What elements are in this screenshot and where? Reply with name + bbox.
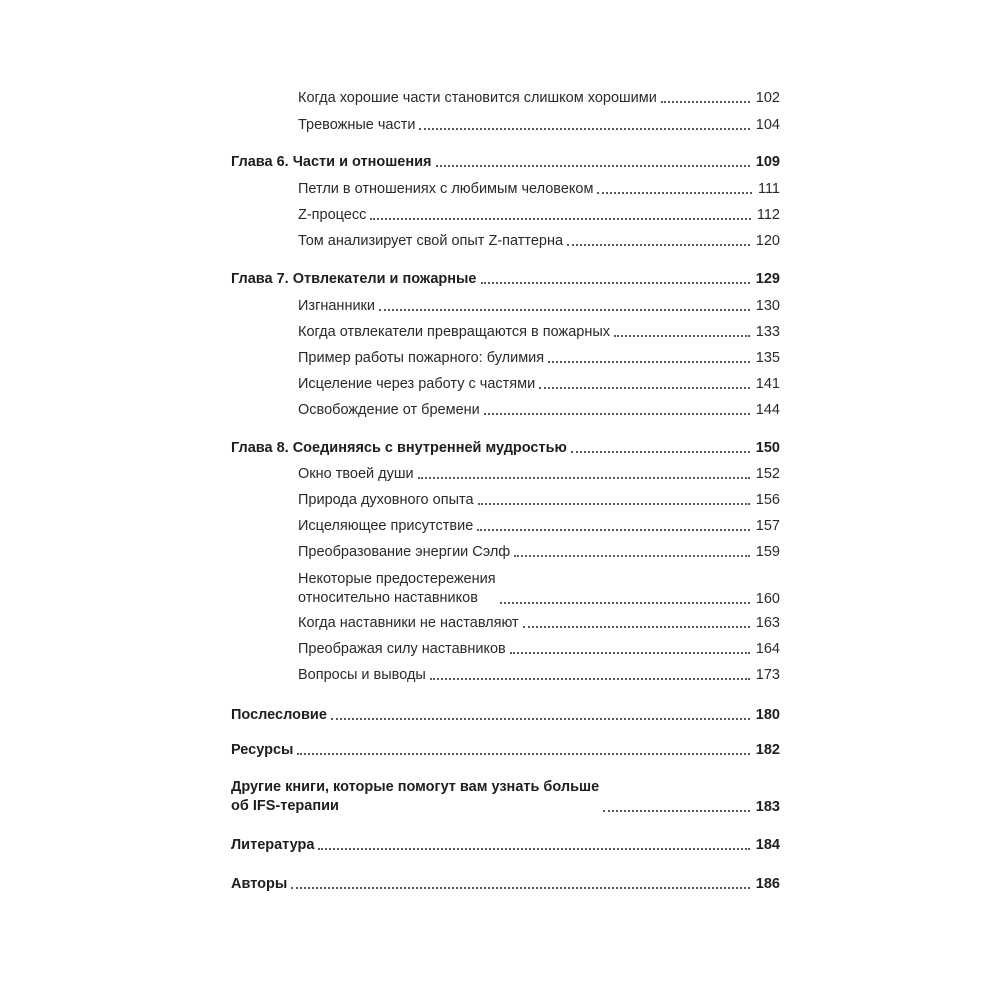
toc-entry-mentors-not-guiding [298, 614, 780, 632]
toc-entry-page: 133 [755, 324, 780, 340]
dot-leader [510, 652, 750, 654]
toc-chapter-page: 182 [755, 742, 780, 758]
toc-chapter-title: Глава 7. Отвлекатели и пожарные [231, 271, 477, 287]
toc-entry-soul-window [298, 465, 780, 483]
toc-entry-page: 163 [755, 615, 780, 631]
toc-entry-anxious-parts [298, 116, 780, 134]
toc-entry-title: Петли в отношениях с любимым человеком [298, 181, 594, 197]
toc-entry-page: 111 [757, 181, 780, 197]
toc-entry-title: Преобразование энергии Сэлф [298, 544, 511, 560]
toc-chapter-7 [231, 270, 780, 288]
toc-chapter-page: 150 [755, 440, 780, 456]
dot-leader [291, 887, 750, 889]
dot-leader [567, 244, 750, 246]
toc-chapter-title: Послесловие [231, 707, 327, 723]
dot-leader [430, 678, 750, 680]
toc-entry-page: 157 [755, 518, 780, 534]
dot-leader [331, 718, 750, 720]
toc-entry-title: Окно твоей души [298, 466, 414, 482]
toc-entry-healing-presence [298, 517, 780, 535]
toc-entry-page: 112 [756, 207, 780, 223]
toc-entry-good-parts [298, 89, 780, 107]
dot-leader [500, 602, 750, 604]
toc-entry-title: Изгнанники [298, 298, 375, 314]
toc-entry-title: Пример работы пожарного: булимия [298, 350, 545, 366]
toc-entry-exiles [298, 297, 780, 315]
toc-chapter-title: Ресурсы [231, 742, 294, 758]
toc-entry-mentor-power [298, 640, 780, 658]
dot-leader [477, 529, 750, 531]
toc-entry-self-energy [298, 543, 780, 561]
dot-leader [370, 218, 751, 220]
toc-entry-title: Том анализирует свой опыт Z-паттерна [298, 233, 564, 249]
toc-entry-title: Вопросы и выводы [298, 667, 426, 683]
toc-chapter-title: Литература [231, 837, 315, 853]
toc-entry-title: Преображая силу наставников [298, 641, 506, 657]
toc-entry-page: 102 [755, 90, 780, 106]
toc-chapter-8 [231, 439, 780, 457]
toc-entry-distractors-firefighters [298, 323, 780, 341]
toc-afterword [231, 706, 780, 724]
dot-leader [603, 810, 750, 812]
toc-entry-page: 120 [755, 233, 780, 249]
toc-entry-page: 135 [755, 350, 780, 366]
toc-chapter-title: Глава 6. Части и отношения [231, 154, 432, 170]
toc-entry-page: 160 [755, 591, 780, 607]
toc-entry-relationship-loops [298, 180, 780, 198]
toc-entry-title: Когда хорошие части становится слишком хорошими [298, 90, 657, 106]
toc-entry-title: Z-процесс [298, 207, 367, 223]
toc-entry-page: 141 [755, 376, 780, 392]
dot-leader [318, 848, 749, 850]
toc-entry-page: 130 [755, 298, 780, 314]
dot-leader [481, 282, 750, 284]
dot-leader [661, 101, 750, 103]
dot-leader [418, 477, 750, 479]
toc-entry-title: Тревожные части [298, 117, 416, 133]
toc-other-books [231, 778, 780, 816]
dot-leader [597, 192, 752, 194]
toc-entry-page: 152 [755, 466, 780, 482]
toc-entry-title: Исцеляющее присутствие [298, 518, 474, 534]
toc-entry-title: Некоторые предостережения относительно наставников [298, 571, 496, 606]
dot-leader [548, 361, 750, 363]
toc-chapter-title: Авторы [231, 876, 288, 892]
toc-entry-page: 164 [755, 641, 780, 657]
toc-entry-bulimia [298, 349, 780, 367]
toc-resources [231, 741, 780, 759]
toc-chapter-title: Глава 8. Соединяясь с внутренней мудростью [231, 440, 567, 456]
toc-entry-z-process [298, 206, 780, 224]
toc-entry-title: Когда наставники не наставляют [298, 615, 519, 631]
toc-chapter-page: 109 [755, 154, 780, 170]
toc-authors [231, 875, 780, 893]
dot-leader [478, 503, 750, 505]
dot-leader [419, 128, 749, 130]
toc-chapter-6 [231, 153, 780, 171]
toc-entry-title: Природа духовного опыта [298, 492, 474, 508]
toc-entry-page: 144 [755, 402, 780, 418]
toc-chapter-page: 180 [755, 707, 780, 723]
dot-leader [484, 413, 750, 415]
dot-leader [539, 387, 750, 389]
dot-leader [514, 555, 750, 557]
toc-entry-page: 159 [755, 544, 780, 560]
dot-leader [297, 753, 749, 755]
toc-chapter-page: 183 [755, 799, 780, 815]
toc-entry-questions-conclusions [298, 666, 780, 684]
dot-leader [436, 165, 750, 167]
dot-leader [523, 626, 750, 628]
toc-entry-page: 173 [755, 667, 780, 683]
toc-entry-tom-z-pattern [298, 232, 780, 250]
toc-entry-title: Когда отвлекатели превращаются в пожарных [298, 324, 611, 340]
toc-entry-mentor-warnings [298, 570, 780, 608]
toc-chapter-title: Другие книги, которые помогут вам узнать больше об IFS-терапии [231, 779, 600, 814]
dot-leader [571, 451, 750, 453]
toc-entry-page: 156 [755, 492, 780, 508]
toc-entry-page: 104 [755, 117, 780, 133]
toc-entry-title: Освобождение от бремени [298, 402, 480, 418]
toc-entry-unburdening [298, 401, 780, 419]
toc-literature [231, 836, 780, 854]
toc-entry-spiritual-experience [298, 491, 780, 509]
dot-leader [614, 335, 750, 337]
toc-chapter-page: 184 [755, 837, 780, 853]
toc-chapter-page: 186 [755, 876, 780, 892]
dot-leader [379, 309, 750, 311]
toc-entry-title: Исцеление через работу с частями [298, 376, 536, 392]
toc-chapter-page: 129 [755, 271, 780, 287]
toc-entry-healing-parts [298, 375, 780, 393]
